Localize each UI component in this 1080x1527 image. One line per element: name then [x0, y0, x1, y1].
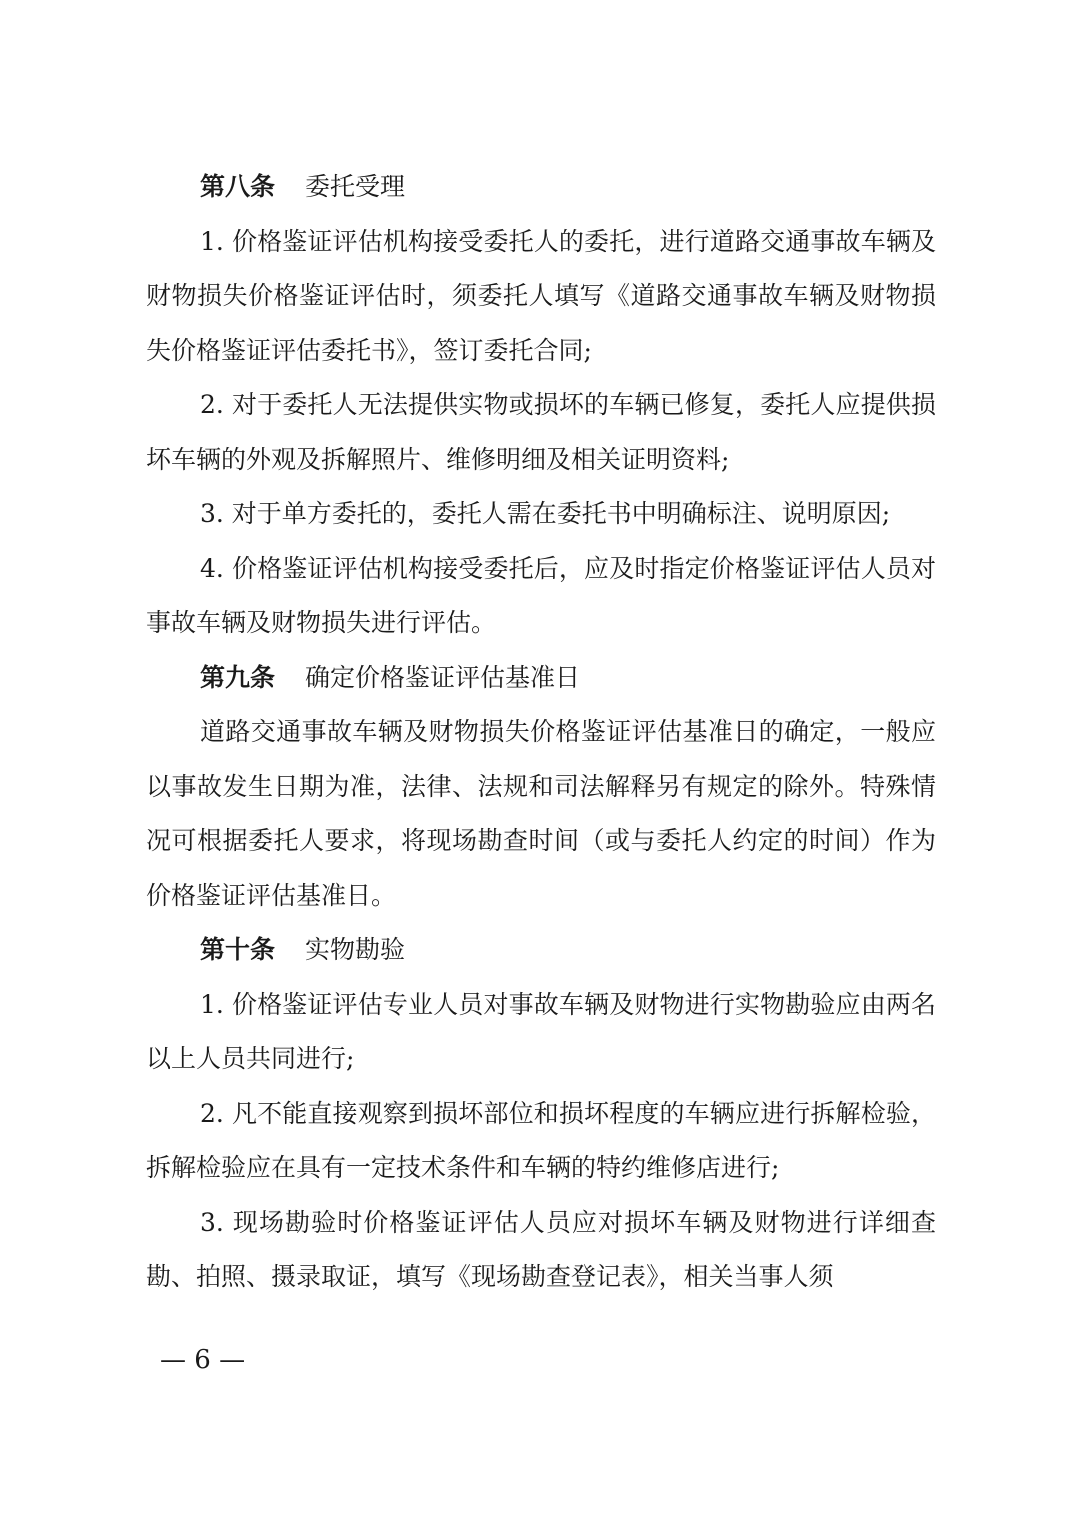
article-10-paragraph-1: 1. 价格鉴证评估专业人员对事故车辆及财物进行实物勘验应由两名以上人员共同进行; — [146, 989, 936, 1073]
article-8-heading: 委托受理 — [305, 172, 406, 201]
article-10-paragraph-2: 2. 凡不能直接观察到损坏部位和损坏程度的车辆应进行拆解检验，拆解检验应在具有一定技术条件和车辆的特约维修店进行; — [146, 1098, 936, 1182]
article-10-title — [146, 923, 936, 978]
article-9-paragraph-1: 道路交通事故车辆及财物损失价格鉴证评估基准日的确定，一般应以事故发生日期为准，法律、法规和司法解释另有规定的除外。特殊情况可根据委托人要求，将现场勘查时间（或与委托人约定的时间）作为价格鉴证评估基准日。 — [146, 717, 936, 910]
article-8-paragraph-3: 3. 对于单方委托的，委托人需在委托书中明确标注、说明原因; — [200, 499, 891, 528]
article-9-title — [146, 651, 936, 706]
article-8-title — [146, 160, 936, 215]
article-8-paragraph-4: 4. 价格鉴证评估机构接受委托后，应及时指定价格鉴证评估人员对事故车辆及财物损失进行评估。 — [146, 553, 936, 637]
article-8-paragraph-1: 1. 价格鉴证评估机构接受委托人的委托，进行道路交通事故车辆及财物损失价格鉴证评估时，须委托人填写《道路交通事故车辆及财物损失价格鉴证评估委托书》，签订委托合同; — [146, 226, 936, 365]
article-10-number: 第十条 — [200, 935, 276, 964]
article-9-number: 第九条 — [200, 662, 276, 692]
article-9-heading: 确定价格鉴证评估基准日 — [305, 662, 581, 692]
article-8-paragraph-2: 2. 对于委托人无法提供实物或损坏的车辆已修复，委托人应提供损坏车辆的外观及拆解照片、维修明细及相关证明资料; — [146, 390, 936, 474]
document-body — [146, 160, 936, 1305]
article-10-heading: 实物勘验 — [305, 935, 406, 964]
page-number: — 6 — — [160, 1345, 246, 1375]
article-10-paragraph-3: 3. 现场勘验时价格鉴证评估人员应对损坏车辆及财物进行详细查勘、拍照、摄录取证，填写《现场勘查登记表》，相关当事人须 — [146, 1207, 936, 1291]
article-8-number: 第八条 — [200, 172, 276, 201]
